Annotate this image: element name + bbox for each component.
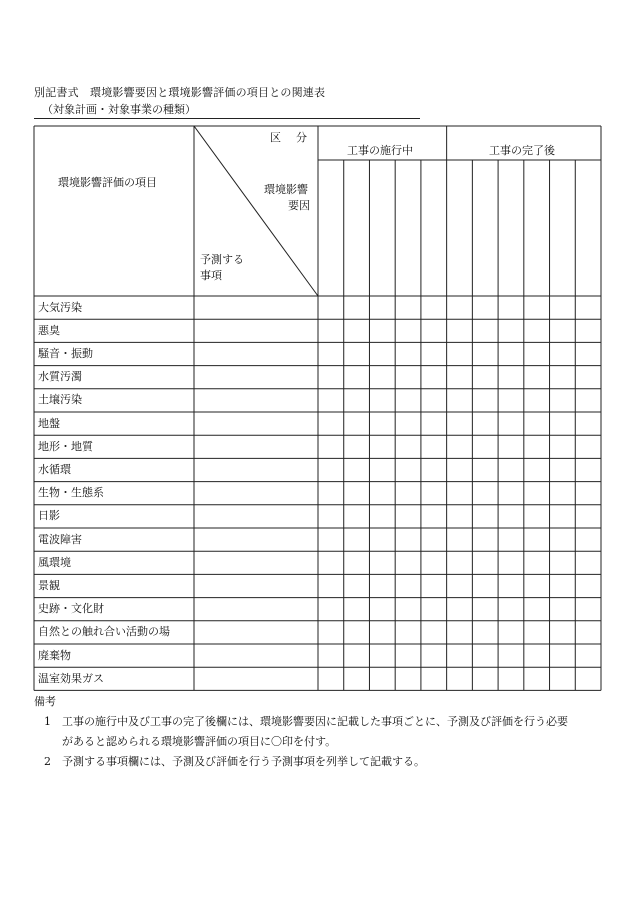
row-label-item: 史跡・文化財 bbox=[38, 602, 104, 616]
corner-label-youin-1: 環境影響 bbox=[264, 183, 308, 196]
row-label-item: 騒音・振動 bbox=[38, 346, 93, 360]
row-label-item: 地形・地質 bbox=[38, 439, 93, 453]
corner-label-yosoku-1: 予測する bbox=[200, 253, 244, 266]
form-subtitle: （対象計画・対象事業の種類） bbox=[34, 101, 420, 119]
group-header-after: 工事の完了後 bbox=[489, 144, 555, 157]
row-label-item: 自然との触れ合い活動の場 bbox=[38, 625, 170, 639]
row-label-item: 大気汚染 bbox=[38, 300, 82, 314]
note-2-number: 2 bbox=[44, 755, 51, 768]
row-header-label: 環境影響評価の項目 bbox=[58, 176, 157, 189]
note-1-line-1: 工事の施行中及び工事の完了後欄には、環境影響要因に記載した事項ごとに、予測及び評価を行う必要 bbox=[62, 715, 568, 728]
row-label-item: 電波障害 bbox=[38, 532, 82, 546]
row-label-item: 温室効果ガス bbox=[38, 671, 104, 685]
group-header-during: 工事の施行中 bbox=[347, 144, 413, 157]
note-1 bbox=[34, 712, 568, 752]
row-label-item: 廃棄物 bbox=[38, 648, 71, 662]
row-label-item: 生物・生態系 bbox=[38, 486, 104, 500]
row-label-item: 土壌汚染 bbox=[38, 393, 82, 407]
note-1-number: 1 bbox=[44, 715, 51, 728]
form-title: 別記書式 環境影響要因と環境影響評価の項目との関連表 bbox=[34, 86, 326, 99]
corner-label-youin-2: 要因 bbox=[288, 199, 310, 212]
notes-heading: 備考 bbox=[34, 695, 56, 708]
note-1-line-2: があると認められる環境影響評価の項目に〇印を付す。 bbox=[62, 735, 337, 748]
row-label-item: 地盤 bbox=[38, 416, 60, 430]
corner-label-yosoku-2: 事項 bbox=[200, 269, 222, 282]
notes bbox=[34, 692, 568, 772]
note-2 bbox=[34, 752, 568, 772]
row-label-item: 悪臭 bbox=[38, 323, 60, 337]
row-label-item: 風環境 bbox=[38, 555, 71, 569]
row-label-item: 景観 bbox=[38, 578, 60, 592]
row-label-item: 水循環 bbox=[38, 462, 71, 476]
note-2-line-1: 予測する事項欄には、予測及び評価を行う予測事項を列挙して記載する。 bbox=[62, 755, 425, 768]
corner-label-kubun: 区 分 bbox=[270, 131, 309, 144]
row-label-item: 水質汚濁 bbox=[38, 370, 82, 384]
row-label-item: 日影 bbox=[38, 509, 60, 523]
